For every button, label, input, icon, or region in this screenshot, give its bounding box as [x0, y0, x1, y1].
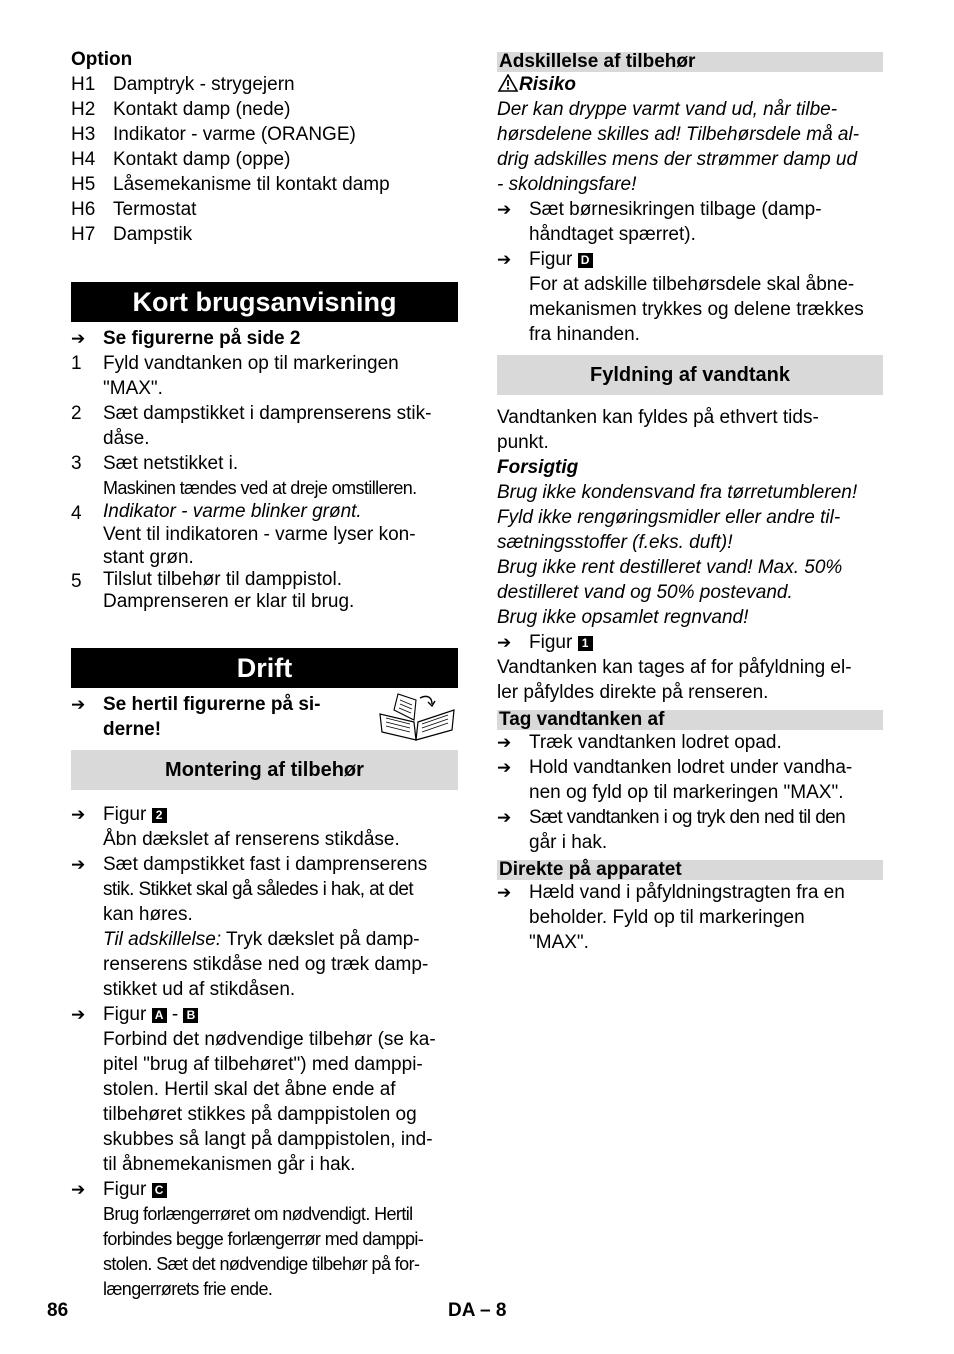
figure-box-C: C: [152, 1183, 167, 1198]
option-item: [71, 222, 458, 247]
section-title-tag: Tag vandtanken af: [497, 710, 883, 730]
option-text: Indikator - varme (ORANGE): [113, 124, 356, 145]
arrow-right-icon: ➔: [71, 1180, 86, 1199]
text-line: - skoldningsfare!: [497, 174, 637, 195]
figure-box-2: 2: [152, 808, 167, 823]
text-line: stolen. Sæt det nødvendige tilbehør på for-: [103, 1254, 420, 1274]
option-code: H1: [71, 74, 96, 95]
text-line: mekanismen trykkes og delene trækkes: [529, 299, 864, 320]
option-code: H2: [71, 99, 96, 120]
text-line: sætningsstoffer (f.eks. duft)!: [497, 532, 733, 553]
section-title-fyldning: Fyldning af vandtank: [497, 355, 883, 395]
arrow-right-icon: ➔: [497, 808, 512, 827]
arrow-right-icon: ➔: [497, 200, 512, 219]
option-text: Damptryk - strygejern: [113, 74, 295, 95]
text-line: til åbnemekanismen går i hak.: [103, 1154, 356, 1175]
text-line: længerrørets frie ende.: [103, 1279, 273, 1299]
option-text: Kontakt damp (nede): [113, 99, 291, 120]
arrow-right-icon: ➔: [497, 633, 512, 652]
arrow-right-icon: ➔: [71, 855, 86, 874]
direkte-step: ➔ Hæld vand i påfyldningstragten fra en beholder. Fyld op til markeringen "MAX".: [497, 882, 845, 953]
option-item: [71, 147, 458, 172]
text-line: For at adskille tilbehørsdele skal åbne-: [529, 274, 855, 295]
text-line: Brug ikke kondensvand fra tørretumbleren!: [497, 482, 858, 503]
figure-box-1: 1: [578, 636, 593, 651]
adskillelse-step-1: ➔ Sæt børnesikringen tilbage (damp- håndtaget spærret).: [497, 199, 822, 245]
kort-step-2: 2 Sæt dampstikket i damprenserens stik- dåse.: [71, 403, 432, 449]
kort-step-5: 5 Tilslut tilbehør til damppistol. Damprenseren er klar til brug.: [71, 569, 355, 612]
kort-ref: ➔ Se figurerne på side 2: [71, 328, 301, 349]
option-item: [71, 197, 458, 222]
figure-box-B: B: [183, 1008, 198, 1023]
section-title-direkte: Direkte på apparatet: [497, 860, 883, 880]
montering-figC: ➔ Figur C Brug forlængerrøret om nødvendigt. Hertil forbindes begge forlængerrør med damppi- stolen. Sæt det nødvendige tilbehør på for- længerrørets frie ende.: [71, 1177, 458, 1302]
arrow-right-icon: ➔: [71, 805, 86, 824]
text-line: hørsdelene skilles ad! Tilbehørsdele må al-: [497, 124, 860, 145]
text-line: Brug ikke rent destilleret vand! Max. 50%: [497, 557, 843, 578]
left-column: [71, 47, 458, 1302]
section-title-adskillelse: Adskillelse af tilbehør: [497, 52, 883, 72]
option-item: [71, 97, 458, 122]
section-title-kort: Kort brugsanvisning: [71, 282, 458, 322]
text-line: Fyld ikke rengøringsmidler eller andre til-: [497, 507, 841, 528]
option-text: Termostat: [113, 199, 197, 220]
warning-triangle-icon: [497, 74, 519, 92]
option-text: Dampstik: [113, 224, 193, 245]
caution-label: Forsigtig: [497, 457, 579, 478]
kort-step-4: 4 Indikator - varme blinker grønt. Vent til indikatoren - varme lyser kon- stant grøn.: [71, 501, 416, 568]
text-line: Forbind det nødvendige tilbehør (se ka-: [103, 1029, 436, 1050]
arrow-right-icon: ➔: [497, 250, 512, 269]
text-line: forbindes begge forlængerrør med damppi-: [103, 1229, 424, 1249]
arrow-right-icon: ➔: [497, 758, 512, 777]
risk-label: Risiko: [497, 72, 883, 97]
tag-step-1: ➔ Træk vandtanken lodret opad.: [497, 732, 782, 753]
option-text: Låsemekanisme til kontakt damp: [113, 174, 390, 195]
adskillelse-figD: ➔ Figur D For at adskille tilbehørsdele skal åbne- mekanismen trykkes og delene trækkes fra hinanden.: [497, 247, 883, 347]
section-title-drift: Drift: [71, 648, 458, 688]
figure-box-A: A: [152, 1008, 167, 1023]
arrow-right-icon: ➔: [497, 883, 512, 902]
montering-figAB: ➔ Figur A - B Forbind det nødvendige tilbehør (se ka- pitel "brug af tilbehøret") med damppi- stolen. Hertil skal det åbne ende af tilbehøret stikkes på damppistolen og skubbes så langt på damppistolen, ind- til åbnemekanismen går i hak.: [71, 1002, 458, 1177]
kort-step-3: 3 Sæt netstikket i. Maskinen tændes ved at dreje omstilleren.: [71, 453, 417, 498]
montering-plug-step: ➔ Sæt dampstikket fast i damprenserens stik. Stikket skal gå således i hak, at det kan høres. Til adskillelse: Tryk dækslet på damp- renserens stikdåse ned og træk damp- stikket ud af stikdåsen.: [71, 854, 429, 1000]
fyldning-intro: Vandtanken kan fyldes på ethvert tids- punkt.: [497, 407, 819, 453]
option-code: H6: [71, 199, 96, 220]
option-list: [71, 72, 458, 247]
option-code: H3: [71, 124, 96, 145]
option-code: H4: [71, 149, 96, 170]
text-line: tilbehøret stikkes på damppistolen og: [103, 1104, 417, 1125]
section-title-montering: Montering af tilbehør: [71, 750, 458, 790]
arrow-right-icon: ➔: [497, 733, 512, 752]
option-item: [71, 72, 458, 97]
tag-step-2: ➔ Hold vandtanken lodret under vandha- nen og fyld op til markeringen "MAX".: [497, 757, 853, 803]
kort-step-1: 1 Fyld vandtanken op til markeringen "MAX".: [71, 353, 399, 399]
arrow-right-icon: ➔: [71, 329, 86, 348]
option-item: [71, 122, 458, 147]
text-line: fra hinanden.: [529, 324, 640, 345]
text-line: destilleret vand og 50% postevand.: [497, 582, 793, 603]
option-title: Option: [71, 49, 133, 70]
option-code: H7: [71, 224, 96, 245]
text-line: Der kan dryppe varmt vand ud, når tilbe-: [497, 99, 838, 120]
right-column: [497, 47, 883, 955]
montering-fig2: ➔ Figur 2 Åbn dækslet af renserens stikdåse.: [71, 804, 400, 850]
text-line: pitel "brug af tilbehøret") med damppi-: [103, 1054, 423, 1075]
fyldning-fig1: ➔ Figur 1: [497, 630, 883, 655]
option-code: H5: [71, 174, 96, 195]
section-label: DA – 8: [448, 1300, 507, 1321]
tag-step-3: ➔ Sæt vandtanken i og tryk den ned til den går i hak.: [497, 807, 846, 853]
option-item: [71, 172, 458, 197]
text-line: stolen. Hertil skal det åbne ende af: [103, 1079, 396, 1100]
text-line: skubbes så langt på damppistolen, ind-: [103, 1129, 433, 1150]
page-number: 86: [47, 1300, 69, 1321]
fyldning-after: Vandtanken kan tages af for påfyldning el- ler påfyldes direkte på renseren.: [497, 657, 852, 703]
text-line: Brug ikke opsamlet regnvand!: [497, 607, 749, 628]
option-text: Kontakt damp (oppe): [113, 149, 291, 170]
arrow-right-icon: ➔: [71, 695, 86, 714]
risk-text: [497, 97, 883, 197]
arrow-right-icon: ➔: [71, 1005, 86, 1024]
open-book-icon: [376, 692, 458, 742]
drift-ref: ➔ Se hertil figurerne på si- derne!: [71, 692, 458, 742]
figure-box-D: D: [578, 253, 593, 268]
text-line: drig adskilles mens der strømmer damp ud: [497, 149, 858, 170]
text-line: Brug forlængerrøret om nødvendigt. Hertil: [103, 1204, 413, 1224]
caution-text: [497, 480, 883, 630]
